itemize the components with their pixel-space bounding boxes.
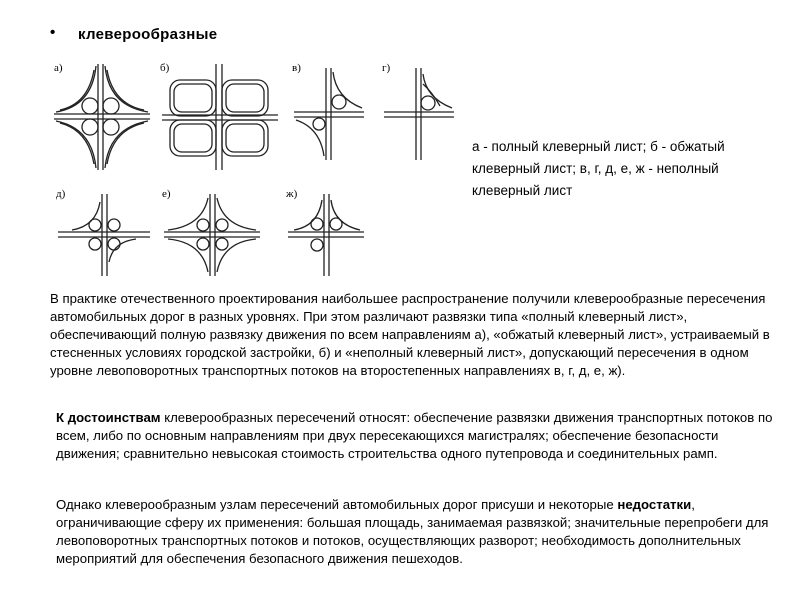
figure-partial-cloverleaf-g	[382, 62, 456, 162]
figure-label-v: в)	[292, 62, 301, 74]
section-heading: клеверообразные	[78, 26, 218, 43]
figure-partial-cloverleaf-zh	[286, 188, 366, 278]
partial-cloverleaf-e-drawing	[162, 188, 262, 278]
partial-cloverleaf-d-drawing	[56, 188, 152, 278]
figure-partial-cloverleaf-v	[292, 62, 366, 162]
figure-partial-cloverleaf-e	[162, 188, 262, 278]
figure-label-g: г)	[382, 62, 391, 74]
disadvantages-bold: недостатки	[617, 497, 692, 512]
full-cloverleaf-drawing	[52, 62, 152, 172]
figure-label-a: а)	[54, 62, 63, 74]
disadvantages-intro: Однако клеверообразным узлам пересечений автомобильных дорог присуши и некоторые	[56, 497, 618, 512]
partial-cloverleaf-v-drawing	[292, 62, 366, 162]
partial-cloverleaf-g-drawing	[382, 62, 456, 162]
figure-label-d: д)	[56, 188, 66, 200]
partial-cloverleaf-zh-drawing	[286, 188, 366, 278]
compressed-cloverleaf-drawing	[160, 62, 280, 172]
figure-label-e: е)	[162, 188, 171, 200]
paragraph-advantages	[56, 409, 776, 463]
figure-legend: а - полный клеверный лист; б - обжатый клеверный лист; в, г, д, е, ж - неполный клеверный лист	[472, 139, 725, 198]
advantages-bold: К достоинствам	[56, 410, 161, 425]
figure-compressed-cloverleaf	[160, 62, 280, 172]
figure-label-b: б)	[160, 62, 170, 74]
disadvantages-text: , ограничивающие сферу их применения: большая площадь, занимаемая развязкой; значительные перепробеги для левоповоротных транспортных потоков и потоков, осуществляющих разворот; необходимость дополнительных мероприятий для обеспечения безопасного движения пешеходов.	[56, 497, 769, 566]
bullet-marker: •	[50, 24, 56, 41]
paragraph-practice: В практике отечественного проектирования наибольшее распространение получили клеверообразные пересечения автомобильных дорог в разных уровнях. При этом различают развязки типа «полный клеверный лист», обеспечивающий полную развязку движения по всем направлениям а), «обжатый клеверный лист», устраиваемый в стесненных условиях городской застройки, б) и «неполный клеверный лист», допускающий пересечения в одном уровне левоповоротных транспортных потоков на второстепенных направлениях в, г, д, е, ж).	[50, 291, 770, 378]
figure-label-zh: ж)	[286, 188, 298, 200]
figure-partial-cloverleaf-d	[56, 188, 152, 278]
advantages-text: клеверообразных пересечений относят: обеспечение развязки движения транспортных потоков по всем, либо по основным направлениям при двух пересекающихся магистралях; обеспечение безопасности движения; сравнительно невысокая стоимость строительства одного путепровода и соединительных рамп.	[56, 410, 773, 461]
figure-full-cloverleaf	[52, 62, 152, 172]
paragraph-disadvantages	[56, 496, 776, 568]
